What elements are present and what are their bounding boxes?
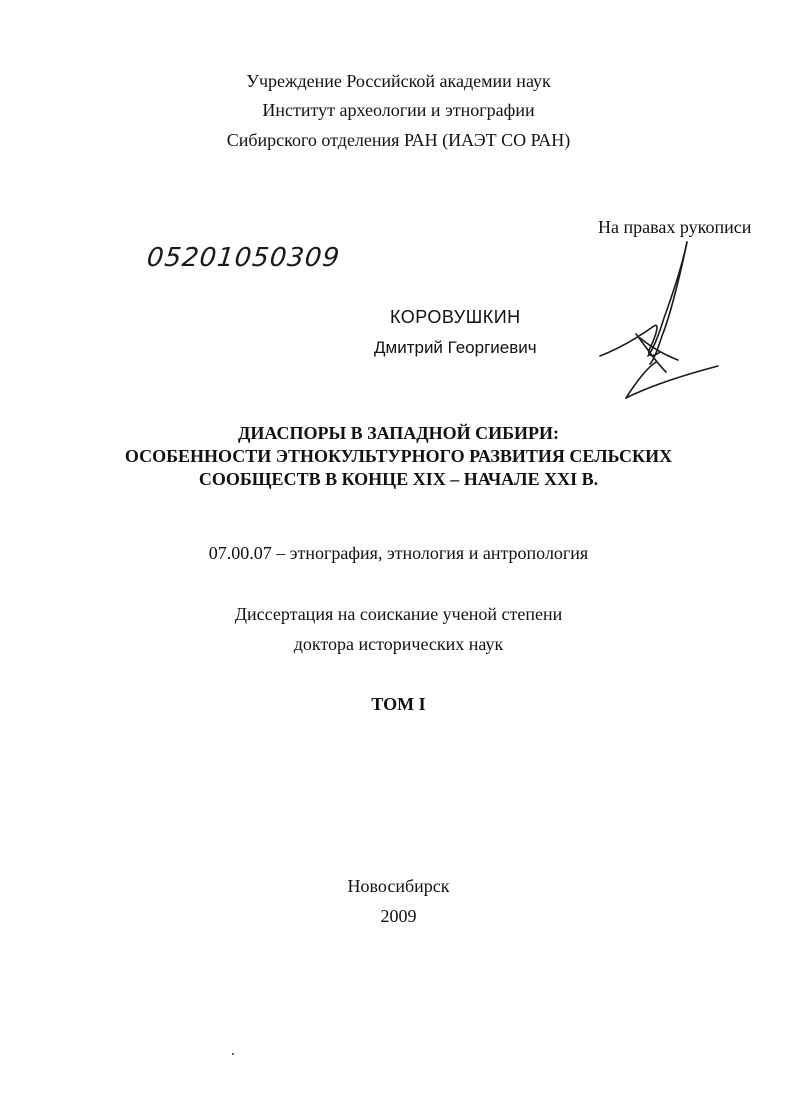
volume-label: ТОМ I: [371, 694, 426, 714]
author-surname: КОРОВУШКИН: [390, 307, 521, 327]
handwritten-archive-number: 05201050309: [145, 243, 342, 273]
specialty-code: 07.00.07 – этнография, этнология и антропология: [208, 543, 589, 563]
dissertation-title-line-2: ОСОБЕННОСТИ ЭТНОКУЛЬТУРНОГО РАЗВИТИЯ СЕЛЬСКИХ: [124, 446, 673, 466]
institution-line-3: Сибирского отделения РАН (ИАЭТ СО РАН): [226, 130, 571, 150]
rights-note: На правах рукописи: [598, 217, 752, 237]
year: 2009: [380, 906, 417, 926]
degree-line-1: Диссертация на соискание ученой степени: [234, 604, 563, 624]
degree-line-2: доктора исторических наук: [293, 634, 504, 654]
dissertation-title-line-3: СООБЩЕСТВ В КОНЦЕ XIX – НАЧАЛЕ XXI В.: [198, 469, 599, 489]
signature-image: [590, 236, 730, 416]
city: Новосибирск: [347, 876, 450, 896]
institution-line-2: Институт археологии и этнографии: [262, 100, 535, 120]
institution-line-1: Учреждение Российской академии наук: [246, 71, 551, 91]
dissertation-title-line-1: ДИАСПОРЫ В ЗАПАДНОЙ СИБИРИ:: [238, 423, 559, 443]
scan-speck: [232, 1053, 234, 1055]
author-name: Дмитрий Георгиевич: [374, 338, 537, 357]
